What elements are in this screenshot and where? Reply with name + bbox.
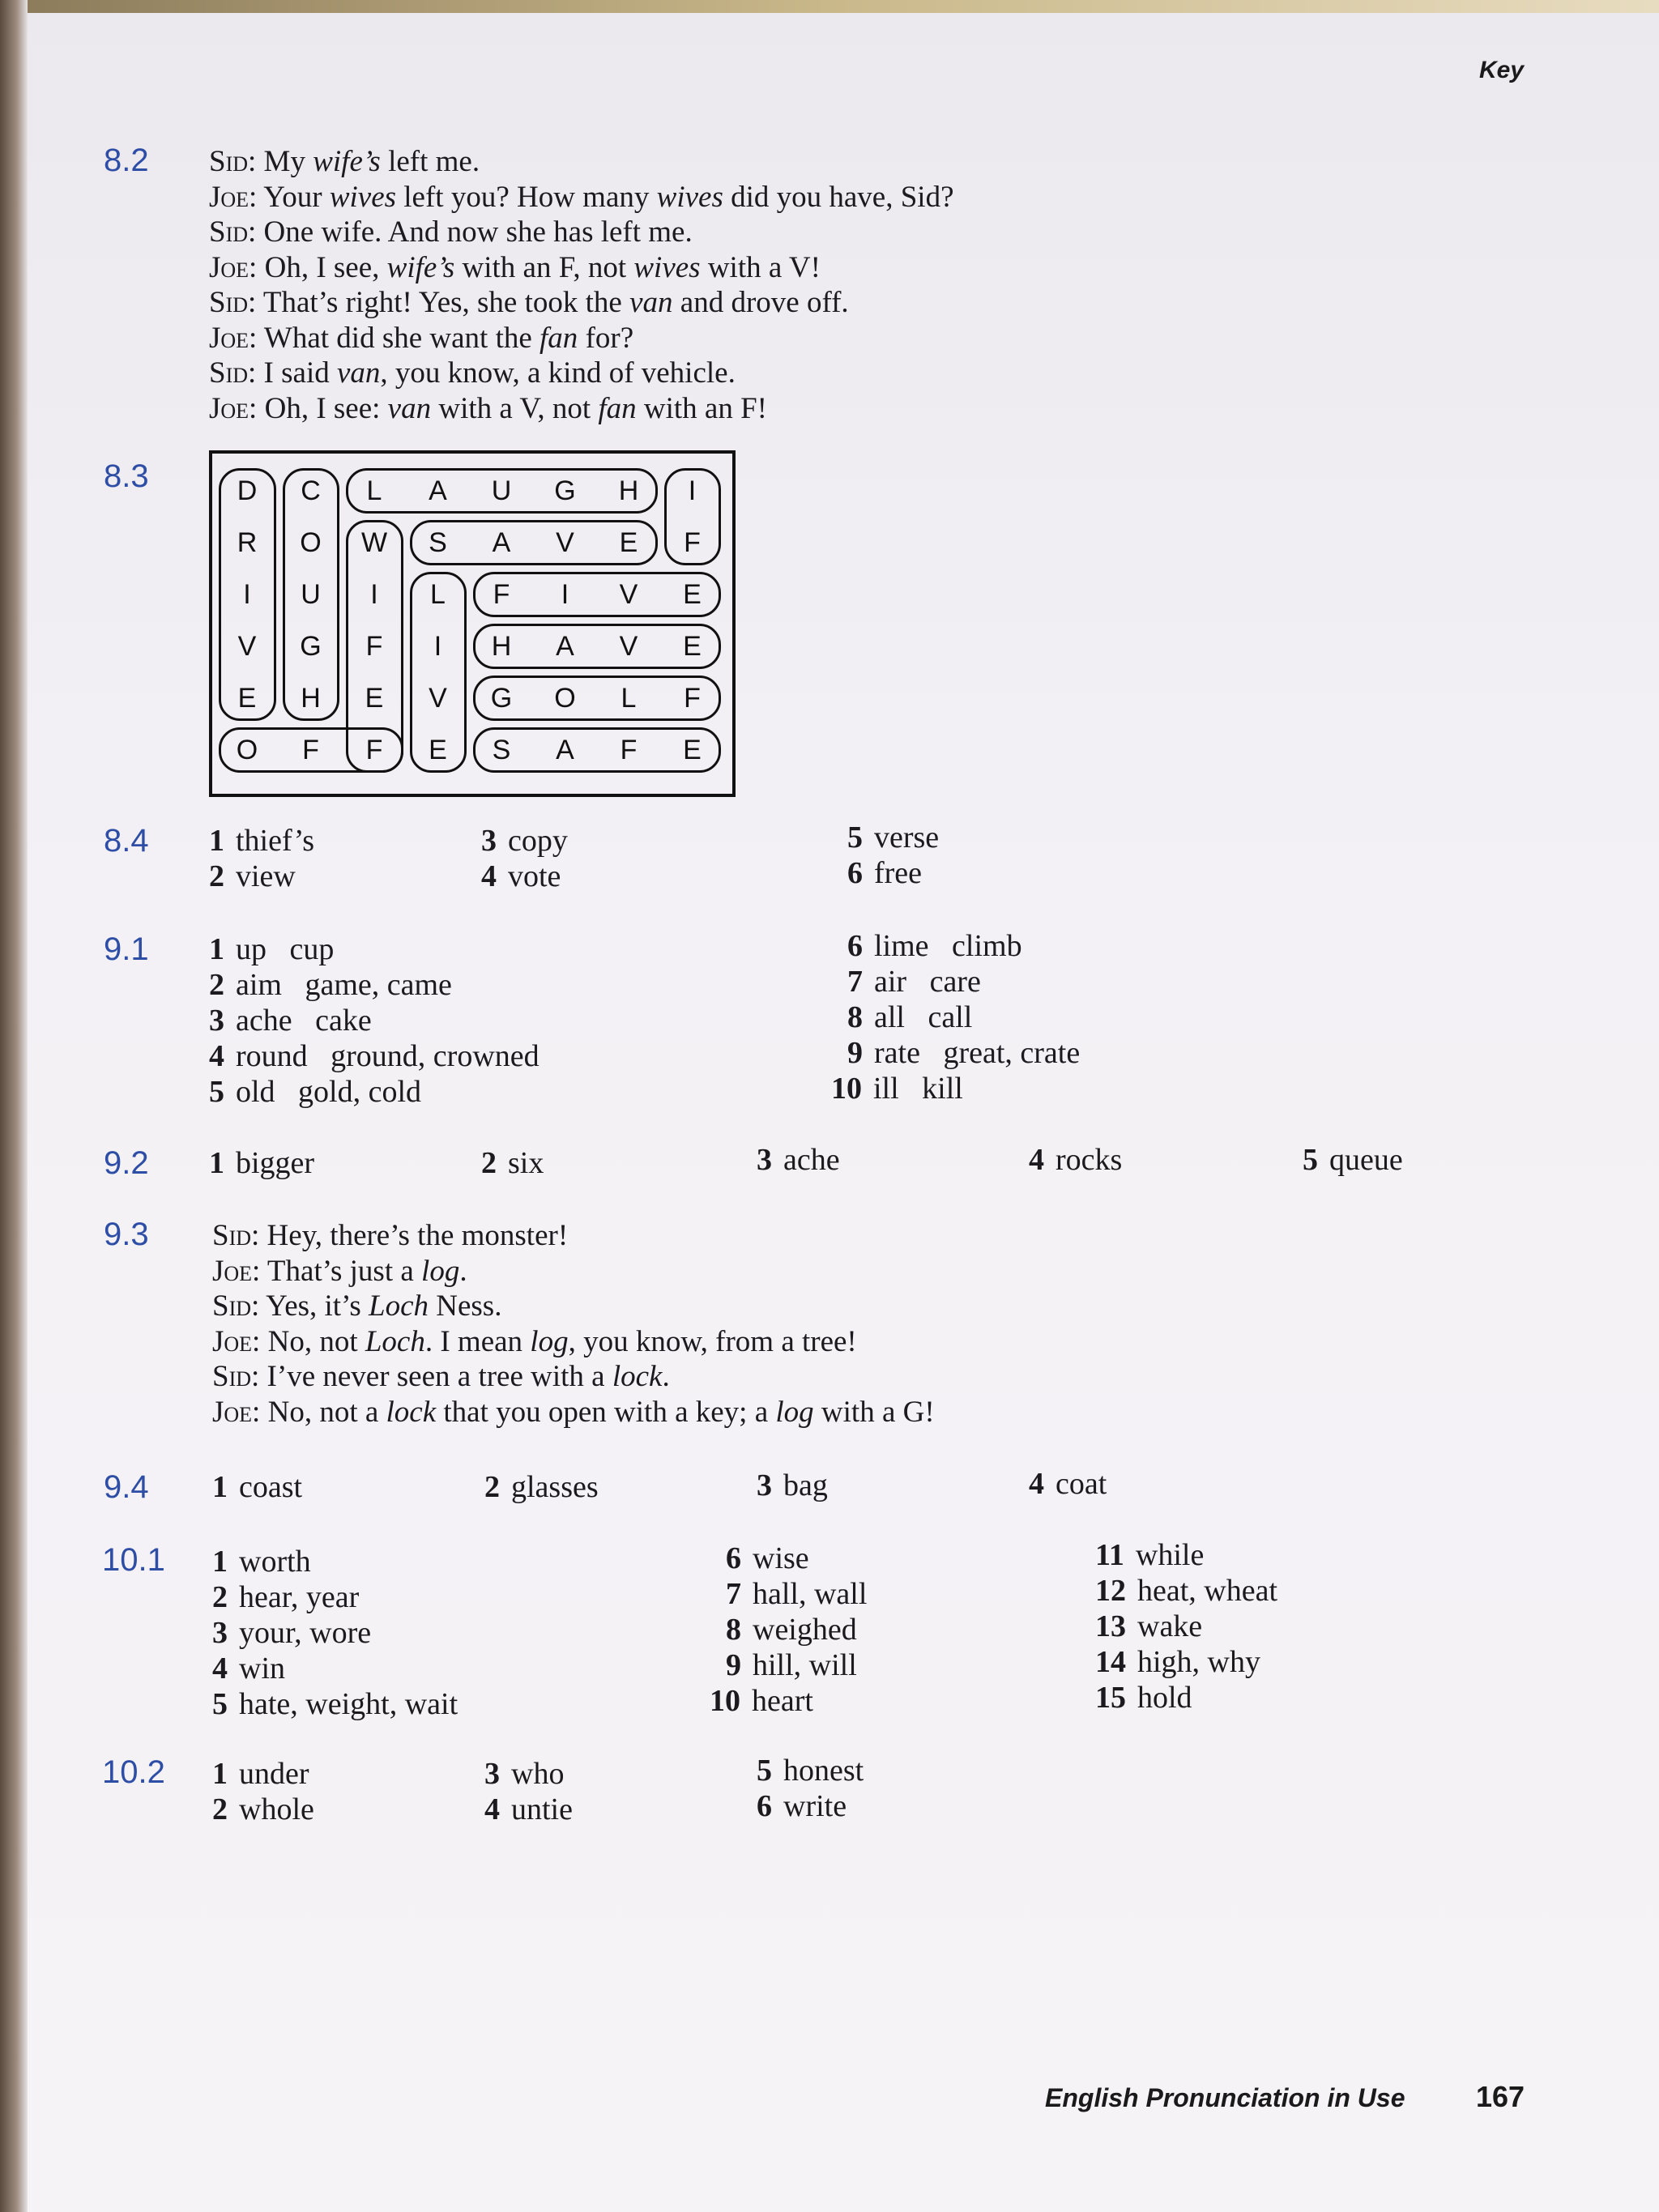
answer-text: your, wore xyxy=(239,1616,372,1650)
grid-letter: E xyxy=(683,578,702,610)
speaker-name: Sid: xyxy=(212,1289,260,1323)
grid-letter: L xyxy=(430,578,446,610)
dialogue-line xyxy=(209,321,633,356)
dialogue-text: and drove off. xyxy=(672,286,849,319)
answer-text: hear, year xyxy=(239,1580,360,1614)
answer-number: 1 xyxy=(209,824,224,858)
answer-text: weighed xyxy=(753,1613,857,1647)
answer-item xyxy=(209,1003,372,1038)
grid-letter: V xyxy=(556,526,574,558)
answer-number: 2 xyxy=(209,968,224,1002)
grid-letter: E xyxy=(365,682,384,714)
dialogue-text: wife’s xyxy=(313,145,381,178)
answer-text: win xyxy=(239,1652,285,1686)
answer-number: 4 xyxy=(1029,1143,1044,1177)
answer-number: 2 xyxy=(484,1470,500,1504)
speaker-name: Sid: xyxy=(212,1360,260,1393)
dialogue-text: Oh, I see: xyxy=(257,391,388,425)
answer-item xyxy=(757,1142,840,1178)
word-highlight-ring xyxy=(219,727,403,773)
section-8-4-label: 8.4 xyxy=(104,823,149,859)
grid-letter: V xyxy=(619,630,638,662)
answer-number: 4 xyxy=(1029,1467,1044,1501)
answer-number: 13 xyxy=(1095,1609,1126,1643)
dialogue-text: with an F! xyxy=(636,391,768,425)
grid-letter: C xyxy=(301,475,321,506)
answer-text: high, why xyxy=(1137,1645,1260,1679)
grid-letter: H xyxy=(301,682,321,714)
speaker-name: Sid: xyxy=(209,286,257,319)
answer-item xyxy=(1029,1142,1122,1178)
answer-number: 4 xyxy=(212,1652,228,1686)
answer-text: bag xyxy=(783,1468,828,1502)
grid-letter: U xyxy=(301,578,321,610)
page-binding-edge xyxy=(0,0,28,2212)
speaker-name: Joe: xyxy=(209,250,258,284)
running-head: Key xyxy=(1479,57,1525,83)
grid-letter: R xyxy=(237,526,258,558)
answer-item xyxy=(209,823,314,859)
word-highlight-ring xyxy=(473,727,721,773)
answer-number: 4 xyxy=(484,1792,500,1826)
dialogue-text: fan xyxy=(539,321,578,355)
answer-item xyxy=(726,1541,809,1576)
answer-text: up cup xyxy=(236,932,335,966)
answer-item xyxy=(212,1756,309,1792)
answer-number: 7 xyxy=(847,965,863,999)
answer-number: 14 xyxy=(1095,1645,1126,1679)
speaker-name: Joe: xyxy=(209,391,258,425)
dialogue-text: with a V! xyxy=(700,250,821,284)
book-title: English Pronunciation in Use xyxy=(1045,2083,1405,2112)
grid-letter: F xyxy=(684,526,701,558)
dialogue-line xyxy=(212,1359,670,1394)
answer-number: 3 xyxy=(484,1757,500,1791)
answer-text: free xyxy=(874,856,923,890)
speaker-name: Joe: xyxy=(209,180,258,214)
answer-number: 8 xyxy=(847,1000,863,1034)
section-9-3-label: 9.3 xyxy=(104,1217,149,1252)
answer-item xyxy=(726,1647,857,1683)
grid-letter: A xyxy=(556,630,574,662)
grid-letter: A xyxy=(492,526,511,558)
answer-text: copy xyxy=(508,824,568,858)
answer-item xyxy=(212,1579,359,1615)
section-10-1-label: 10.1 xyxy=(102,1542,165,1578)
dialogue-text: Ness. xyxy=(429,1289,502,1323)
answer-number: 1 xyxy=(209,932,224,966)
dialogue-text: , you know, from a tree! xyxy=(568,1324,857,1358)
answer-text: verse xyxy=(874,820,940,855)
answer-item xyxy=(1095,1609,1202,1644)
answer-text: glasses xyxy=(511,1470,599,1504)
answer-text: thief’s xyxy=(236,824,315,858)
grid-letter: E xyxy=(619,526,638,558)
answer-number: 2 xyxy=(212,1580,228,1614)
answer-text: hate, weight, wait xyxy=(239,1687,458,1721)
answer-text: heat, wheat xyxy=(1137,1574,1278,1608)
answer-text: honest xyxy=(783,1754,864,1788)
dialogue-text: My xyxy=(256,145,313,178)
dialogue-text: wives xyxy=(633,250,701,284)
answer-number: 12 xyxy=(1095,1574,1126,1608)
answer-number: 11 xyxy=(1095,1538,1124,1572)
answer-item xyxy=(481,823,568,859)
dialogue-line xyxy=(209,285,849,320)
answer-item xyxy=(209,931,334,967)
grid-letter: F xyxy=(365,734,383,765)
answer-item xyxy=(481,859,561,894)
grid-letter: V xyxy=(619,578,638,610)
grid-letter: H xyxy=(491,630,512,662)
dialogue-text: did you have, Sid? xyxy=(723,180,954,214)
grid-letter: V xyxy=(429,682,447,714)
answer-text: wake xyxy=(1137,1609,1203,1643)
answer-number: 7 xyxy=(726,1577,741,1611)
grid-letter: S xyxy=(429,526,447,558)
section-8-2-label: 8.2 xyxy=(104,143,149,178)
section-9-2-label: 9.2 xyxy=(104,1145,149,1181)
dialogue-text: van xyxy=(336,356,381,390)
grid-letter: O xyxy=(554,682,576,714)
grid-letter: D xyxy=(237,475,258,506)
dialogue-text: log xyxy=(775,1395,814,1429)
dialogue-text: . I mean xyxy=(424,1324,531,1358)
dialogue-text: lock xyxy=(612,1360,663,1393)
answer-text: whole xyxy=(239,1792,314,1826)
dialogue-line xyxy=(212,1324,857,1359)
answer-text: aim game, came xyxy=(236,968,452,1002)
grid-letter: I xyxy=(370,578,378,610)
answer-text: worth xyxy=(239,1545,311,1579)
answer-text: coast xyxy=(239,1470,303,1504)
answer-text: ache xyxy=(783,1143,840,1177)
answer-item xyxy=(847,820,939,855)
grid-letter: I xyxy=(688,475,697,506)
answer-item xyxy=(757,1753,864,1788)
answer-item xyxy=(847,928,1022,964)
dialogue-text: I said xyxy=(256,356,337,390)
dialogue-text: wives xyxy=(329,180,397,214)
grid-letter: E xyxy=(683,630,702,662)
section-10-2-label: 10.2 xyxy=(102,1754,165,1790)
dialogue-line xyxy=(212,1289,501,1323)
dialogue-text: Hey, there’s the monster! xyxy=(259,1219,569,1252)
answer-item xyxy=(1303,1142,1403,1178)
dialogue-line xyxy=(212,1218,568,1253)
answer-text: queue xyxy=(1329,1143,1403,1177)
answer-number: 3 xyxy=(209,1004,224,1038)
answer-number: 2 xyxy=(209,859,224,893)
dialogue-text: That’s right! Yes, she took the xyxy=(256,286,630,319)
page-number: 167 xyxy=(1476,2080,1525,2113)
answer-number: 5 xyxy=(212,1687,228,1721)
answer-item xyxy=(847,964,981,999)
answer-text: round ground, crowned xyxy=(236,1039,539,1073)
answer-text: lime climb xyxy=(874,929,1022,963)
answer-item xyxy=(212,1651,285,1686)
answer-item xyxy=(847,1035,1080,1071)
answer-number: 5 xyxy=(847,820,863,855)
speaker-name: Sid: xyxy=(209,356,257,390)
dialogue-text: with a V, not xyxy=(431,391,599,425)
answer-text: bigger xyxy=(236,1146,315,1180)
grid-letter: L xyxy=(621,682,637,714)
answer-item xyxy=(1029,1466,1107,1502)
answer-text: while xyxy=(1135,1538,1205,1572)
dialogue-text: log xyxy=(421,1254,460,1288)
speaker-name: Joe: xyxy=(209,321,258,355)
answer-item xyxy=(1095,1537,1204,1573)
speaker-name: Joe: xyxy=(212,1395,261,1429)
dialogue-text: I’ve never seen a tree with a xyxy=(259,1360,612,1393)
dialogue-text: lock xyxy=(386,1395,437,1429)
answer-item xyxy=(484,1756,564,1792)
answer-item xyxy=(726,1612,857,1647)
dialogue-line xyxy=(209,144,480,179)
grid-letter: F xyxy=(302,734,319,765)
dialogue-text: . xyxy=(662,1360,670,1393)
answer-item xyxy=(484,1792,573,1827)
dialogue-text: fan xyxy=(598,391,637,425)
dialogue-text: with an F, not xyxy=(454,250,634,284)
dialogue-text: That’s just a xyxy=(260,1254,422,1288)
answer-item xyxy=(481,1145,544,1181)
dialogue-text: van xyxy=(629,286,673,319)
dialogue-text: Oh, I see, xyxy=(257,250,387,284)
dialogue-line xyxy=(209,215,693,249)
answer-item xyxy=(484,1469,599,1505)
word-highlight-ring xyxy=(283,468,340,721)
dialogue-line xyxy=(212,1254,467,1289)
grid-letter: H xyxy=(618,475,639,506)
grid-letter: G xyxy=(554,475,576,506)
dialogue-line xyxy=(209,391,767,426)
answer-number: 5 xyxy=(209,1075,224,1109)
answer-number: 9 xyxy=(847,1036,863,1070)
grid-letter: I xyxy=(433,630,442,662)
grid-letter: E xyxy=(429,734,447,765)
answer-number: 10 xyxy=(710,1684,740,1718)
answer-number: 5 xyxy=(1303,1143,1318,1177)
dialogue-text: left you? How many xyxy=(396,180,657,214)
word-highlight-ring xyxy=(410,520,658,565)
dialogue-line xyxy=(212,1395,935,1430)
answer-item xyxy=(757,1468,828,1503)
answer-number: 9 xyxy=(726,1648,741,1682)
answer-text: view xyxy=(236,859,296,893)
grid-letter: G xyxy=(300,630,322,662)
answer-text: rocks xyxy=(1056,1143,1123,1177)
word-search-grid xyxy=(209,450,736,797)
answer-text: air care xyxy=(874,965,981,999)
speaker-name: Sid: xyxy=(212,1219,260,1252)
page-top-edge xyxy=(0,0,1659,13)
speaker-name: Sid: xyxy=(209,215,257,249)
word-highlight-ring xyxy=(346,468,658,514)
grid-letter: E xyxy=(237,682,257,714)
dialogue-text: with a G! xyxy=(813,1395,935,1429)
answer-item xyxy=(212,1615,371,1651)
dialogue-text: , you know, a kind of vehicle. xyxy=(380,356,736,390)
dialogue-text: wife’s xyxy=(386,250,455,284)
answer-number: 3 xyxy=(212,1616,228,1650)
speaker-name: Sid: xyxy=(209,145,257,178)
answer-number: 3 xyxy=(481,824,497,858)
answer-number: 3 xyxy=(757,1468,772,1502)
answer-text: coat xyxy=(1056,1467,1107,1501)
dialogue-text: Loch xyxy=(365,1324,425,1358)
answer-text: rate great, crate xyxy=(874,1036,1081,1070)
speaker-name: Joe: xyxy=(212,1254,261,1288)
answer-number: 1 xyxy=(212,1470,228,1504)
answer-text: vote xyxy=(508,859,561,893)
answer-text: heart xyxy=(752,1684,813,1718)
grid-letter: U xyxy=(491,475,512,506)
answer-number: 6 xyxy=(757,1789,772,1823)
answer-item xyxy=(831,1071,963,1106)
dialogue-text: van xyxy=(387,391,432,425)
grid-letter: L xyxy=(366,475,382,506)
word-highlight-ring xyxy=(410,572,467,773)
answer-item xyxy=(847,855,922,891)
dialogue-text: that you open with a key; a xyxy=(436,1395,776,1429)
dialogue-text: What did she want the xyxy=(257,321,540,355)
dialogue-line xyxy=(209,356,736,390)
dialogue-text: One wife. And now she has left me. xyxy=(256,215,693,249)
answer-number: 2 xyxy=(481,1146,497,1180)
answer-number: 6 xyxy=(847,856,863,890)
answer-number: 1 xyxy=(212,1757,228,1791)
word-highlight-ring xyxy=(219,468,276,721)
answer-number: 4 xyxy=(481,859,497,893)
dialogue-text: Loch xyxy=(369,1289,429,1323)
answer-item xyxy=(212,1686,458,1722)
answer-item xyxy=(212,1792,314,1827)
dialogue-text: Your xyxy=(257,180,330,214)
grid-letter: W xyxy=(360,526,388,558)
answer-number: 4 xyxy=(209,1039,224,1073)
answer-number: 15 xyxy=(1095,1681,1126,1715)
answer-item xyxy=(1095,1644,1260,1680)
answer-item xyxy=(710,1683,813,1719)
answer-text: write xyxy=(783,1789,847,1823)
grid-letter: I xyxy=(243,578,251,610)
grid-letter: F xyxy=(365,630,383,662)
grid-letter: V xyxy=(237,630,257,662)
answer-number: 5 xyxy=(757,1754,772,1788)
dialogue-text: left me. xyxy=(380,145,480,178)
answer-item xyxy=(212,1544,311,1579)
grid-letter: A xyxy=(429,475,447,506)
dialogue-text: log xyxy=(530,1324,569,1358)
answer-item xyxy=(726,1576,867,1612)
grid-letter: A xyxy=(556,734,574,765)
grid-letter: F xyxy=(620,734,638,765)
dialogue-line xyxy=(209,250,821,285)
answer-text: hall, wall xyxy=(753,1577,868,1611)
word-highlight-ring xyxy=(473,572,721,617)
answer-text: ache cake xyxy=(236,1004,372,1038)
answer-text: ill kill xyxy=(873,1072,963,1106)
answer-number: 8 xyxy=(726,1613,741,1647)
answer-item xyxy=(209,1145,314,1181)
answer-text: hill, will xyxy=(753,1648,857,1682)
grid-letter: G xyxy=(490,682,513,714)
answer-item xyxy=(1095,1680,1192,1715)
answer-item xyxy=(1095,1573,1277,1609)
word-highlight-ring xyxy=(664,468,722,565)
answer-item xyxy=(209,859,296,894)
word-highlight-ring xyxy=(473,624,721,669)
section-9-1-label: 9.1 xyxy=(104,931,149,967)
answer-item xyxy=(212,1469,302,1505)
answer-number: 10 xyxy=(831,1072,862,1106)
grid-letter: S xyxy=(492,734,511,765)
dialogue-text: . xyxy=(459,1254,467,1288)
answer-number: 1 xyxy=(212,1545,228,1579)
dialogue-text: wives xyxy=(656,180,723,214)
answer-text: who xyxy=(511,1757,565,1791)
answer-text: under xyxy=(239,1757,309,1791)
grid-letter: E xyxy=(683,734,702,765)
answer-item xyxy=(757,1788,847,1824)
answer-item xyxy=(209,1074,421,1110)
grid-letter: I xyxy=(561,578,569,610)
answer-item xyxy=(209,1038,539,1074)
dialogue-text: for? xyxy=(578,321,634,355)
grid-letter: F xyxy=(493,578,510,610)
answer-number: 6 xyxy=(847,929,863,963)
dialogue-line xyxy=(209,180,954,215)
answer-number: 3 xyxy=(757,1143,772,1177)
answer-text: old gold, cold xyxy=(236,1075,422,1109)
grid-letter: O xyxy=(300,526,322,558)
answer-text: hold xyxy=(1137,1681,1192,1715)
answer-text: wise xyxy=(753,1541,809,1575)
dialogue-text: No, not a xyxy=(260,1395,386,1429)
word-highlight-ring xyxy=(473,676,721,721)
answer-number: 1 xyxy=(209,1146,224,1180)
answer-item xyxy=(209,967,452,1003)
answer-text: all call xyxy=(874,1000,973,1034)
grid-letter: O xyxy=(236,734,258,765)
answer-text: untie xyxy=(511,1792,573,1826)
answer-number: 6 xyxy=(726,1541,741,1575)
grid-letter: F xyxy=(684,682,701,714)
section-9-4-label: 9.4 xyxy=(104,1469,149,1505)
answer-number: 2 xyxy=(212,1792,228,1826)
dialogue-text: No, not xyxy=(260,1324,365,1358)
dialogue-text: Yes, it’s xyxy=(259,1289,369,1323)
answer-text: six xyxy=(508,1146,544,1180)
answer-item xyxy=(847,999,972,1035)
section-8-3-label: 8.3 xyxy=(104,458,149,494)
speaker-name: Joe: xyxy=(212,1324,261,1358)
